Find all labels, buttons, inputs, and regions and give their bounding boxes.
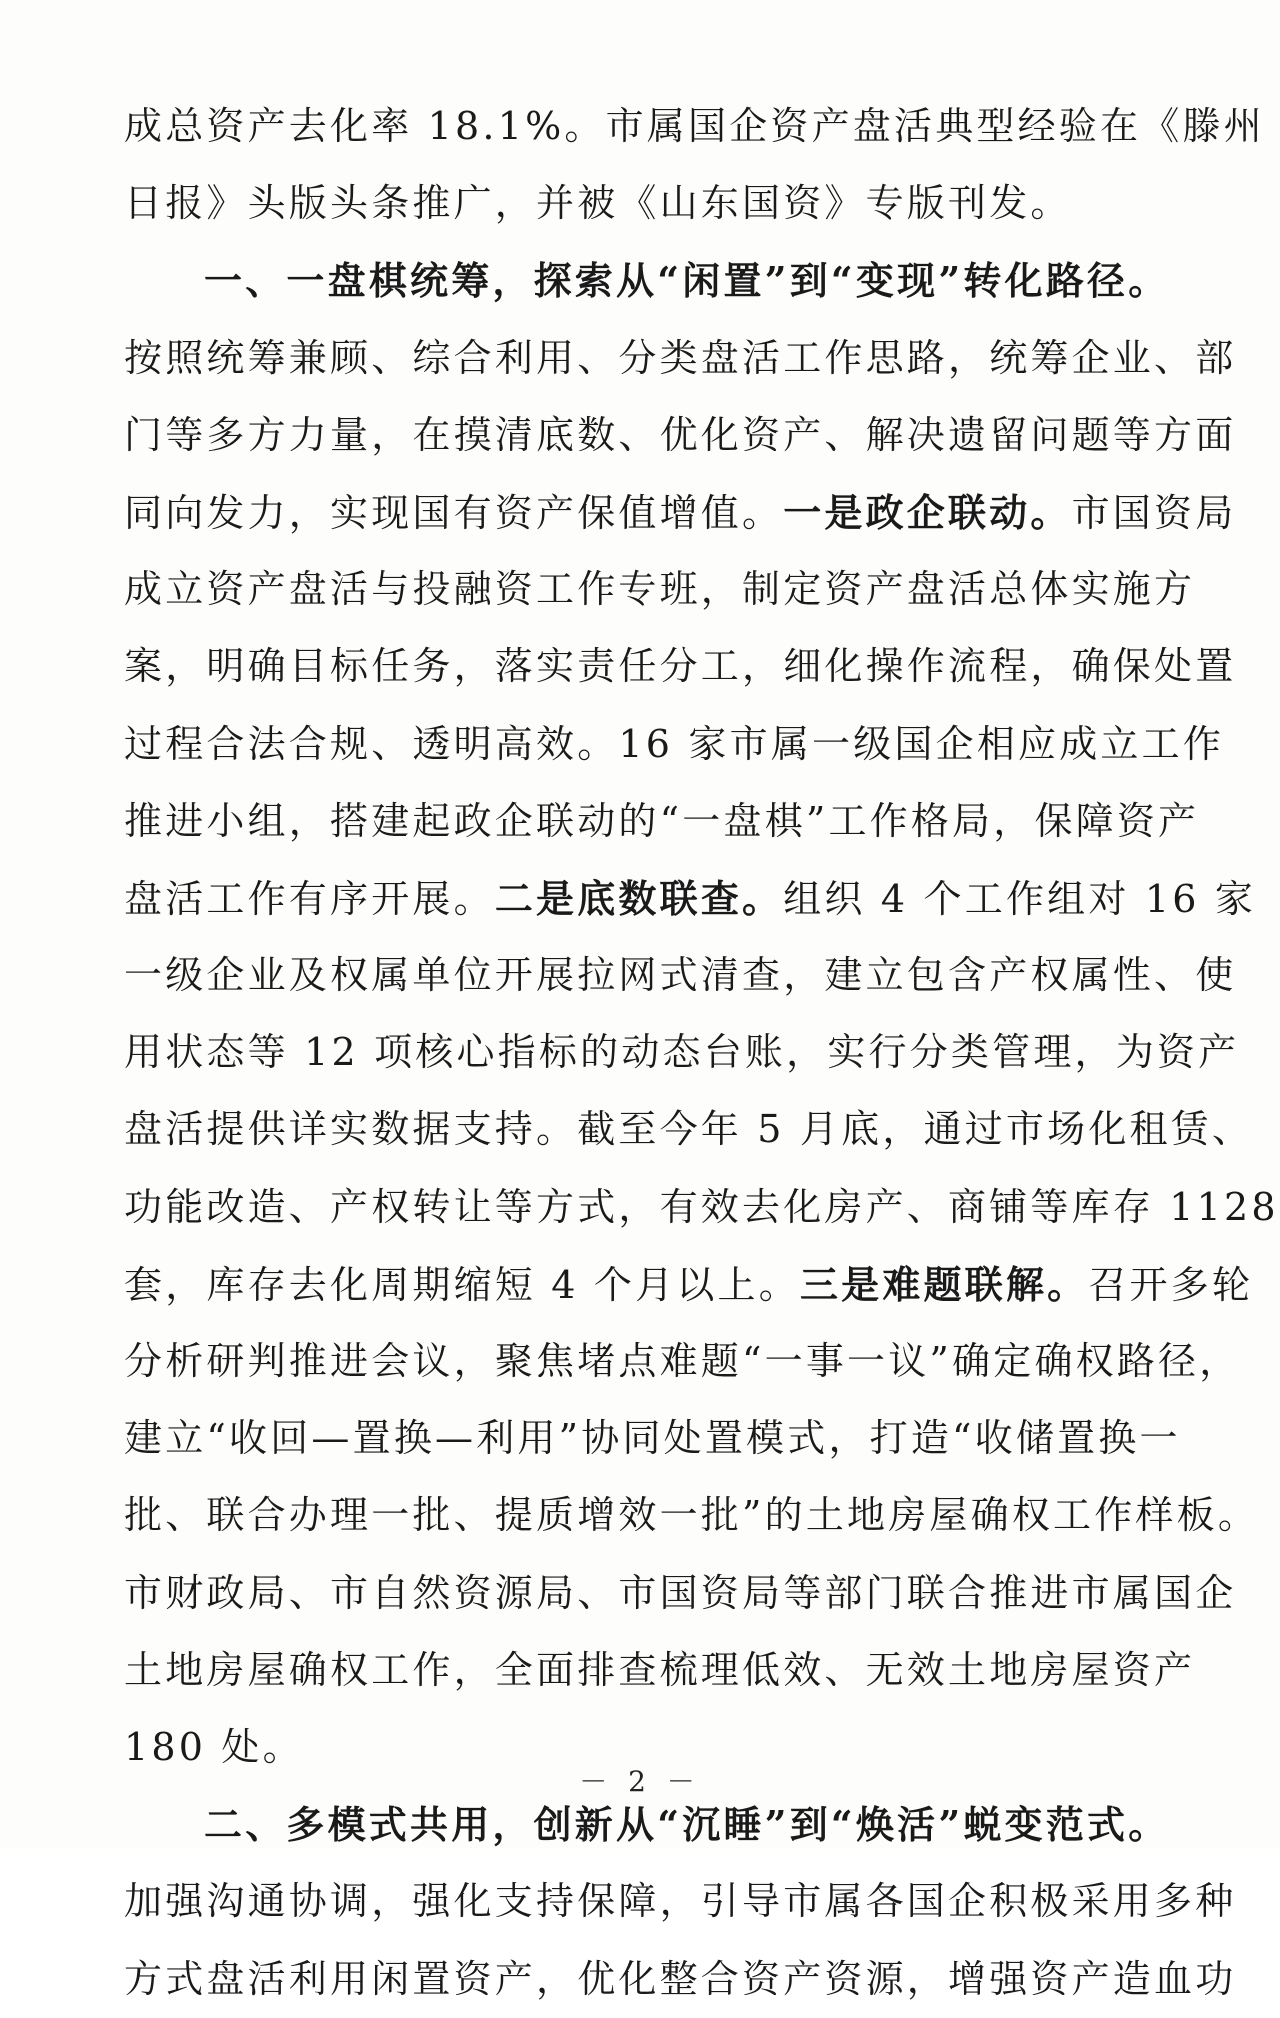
text-line — [124, 1941, 1237, 2018]
text-run: 门等多方力量，在摸清底数、优化资产、解决遗留问题等方面 — [124, 412, 1237, 457]
text-run: 功能改造、产权转让等方式，有效去化房产、商铺等库存 1128 — [124, 1184, 1279, 1229]
text-run: 用状态等 12 项核心指标的动态台账，实行分类管理，为资产 — [124, 1030, 1240, 1075]
text-line — [124, 1863, 1237, 1940]
text-line — [124, 706, 1225, 783]
text-run: 盘活提供详实数据支持。截至今年 5 月底，通过市场化租赁、 — [124, 1107, 1254, 1152]
text-line — [124, 937, 1237, 1014]
body-text — [124, 88, 1279, 2018]
text-run: 一级企业及权属单位开展拉网式清查，建立包含产权属性、使 — [124, 953, 1237, 998]
text-run: 案，明确目标任务，落实责任分工，细化操作流程，确保处置 — [124, 644, 1237, 689]
text-line — [124, 397, 1237, 474]
text-line — [124, 1632, 1196, 1709]
text-line — [124, 1400, 1181, 1477]
text-line — [124, 474, 1237, 551]
text-run: 按照统筹兼顾、综合利用、分类盘活工作思路，统筹企业、部 — [124, 335, 1237, 380]
text-run: 土地房屋确权工作，全面排查梳理低效、无效土地房屋资产 — [124, 1647, 1196, 1692]
text-line — [124, 860, 1257, 937]
text-run: 成立资产盘活与投融资工作专班，制定资产盘活总体实施方 — [124, 567, 1196, 612]
text-line — [124, 1555, 1237, 1632]
text-line — [124, 551, 1196, 628]
text-run: 日报》头版头条推广，并被《山东国资》专版刊发。 — [124, 181, 1072, 226]
heading-text: 二、多模式共用，创新从“沉睡”到“焕活”蜕变范式。 — [204, 1802, 1170, 1848]
page-number: － 2 － — [579, 1765, 701, 1798]
bold-lead-in: 一是政企联动。 — [783, 489, 1072, 535]
text-line — [124, 1477, 1260, 1554]
section-heading-1 — [124, 242, 1170, 319]
text-line — [124, 1014, 1240, 1091]
text-line — [124, 1169, 1279, 1246]
heading-text: 一、一盘棋统筹，探索从“闲置”到“变现”转化路径。 — [204, 258, 1170, 304]
text-run: 过程合法合规、透明高效。16 家市属一级国企相应成立工作 — [124, 721, 1225, 766]
text-line — [124, 165, 1164, 242]
text-run: 建立“收回—置换—利用”协同处置模式，打造“收储置换一 — [124, 1416, 1181, 1461]
text-run: 市国资局 — [1071, 490, 1237, 535]
text-run: 分析研判推进会议，聚焦堵点难题“一事一议”确定确权路径， — [124, 1339, 1241, 1383]
text-run: 推进小组，搭建起政企联动的“一盘棋”工作格局，保障资产 — [124, 798, 1200, 843]
bold-lead-in: 三是难题联解。 — [799, 1261, 1089, 1307]
text-line — [124, 1323, 1241, 1400]
text-line — [124, 628, 1237, 705]
text-run: 批、联合办理一批、提质增效一批”的土地房屋确权工作样板。 — [124, 1493, 1260, 1538]
bold-lead-in: 二是底数联查。 — [494, 875, 784, 921]
text-line — [124, 783, 1200, 860]
text-run: 市财政局、市自然资源局、市国资局等部门联合推进市属国企 — [124, 1570, 1237, 1615]
text-run: 180 处。 — [124, 1724, 304, 1769]
text-line — [124, 1246, 1254, 1323]
text-run: 成总资产去化率 18.1%。市属国企资产盘活典型经验在《滕州 — [124, 104, 1265, 148]
text-line — [124, 1091, 1254, 1168]
text-run: 套，库存去化周期缩短 4 个月以上。 — [124, 1262, 800, 1307]
text-run: 盘活工作有序开展。 — [124, 876, 495, 921]
text-run: 加强沟通协调，强化支持保障，引导市属各国企积极采用多种 — [124, 1879, 1237, 1924]
text-run: 方式盘活利用闲置资产，优化整合资产资源，增强资产造血功 — [124, 1956, 1237, 2001]
text-run: 组织 4 个工作组对 16 家 — [783, 876, 1257, 921]
text-run: 同向发力，实现国有资产保值增值。 — [124, 490, 784, 535]
text-run: 召开多轮 — [1088, 1262, 1254, 1307]
text-line — [124, 320, 1237, 397]
text-line — [124, 88, 1265, 165]
